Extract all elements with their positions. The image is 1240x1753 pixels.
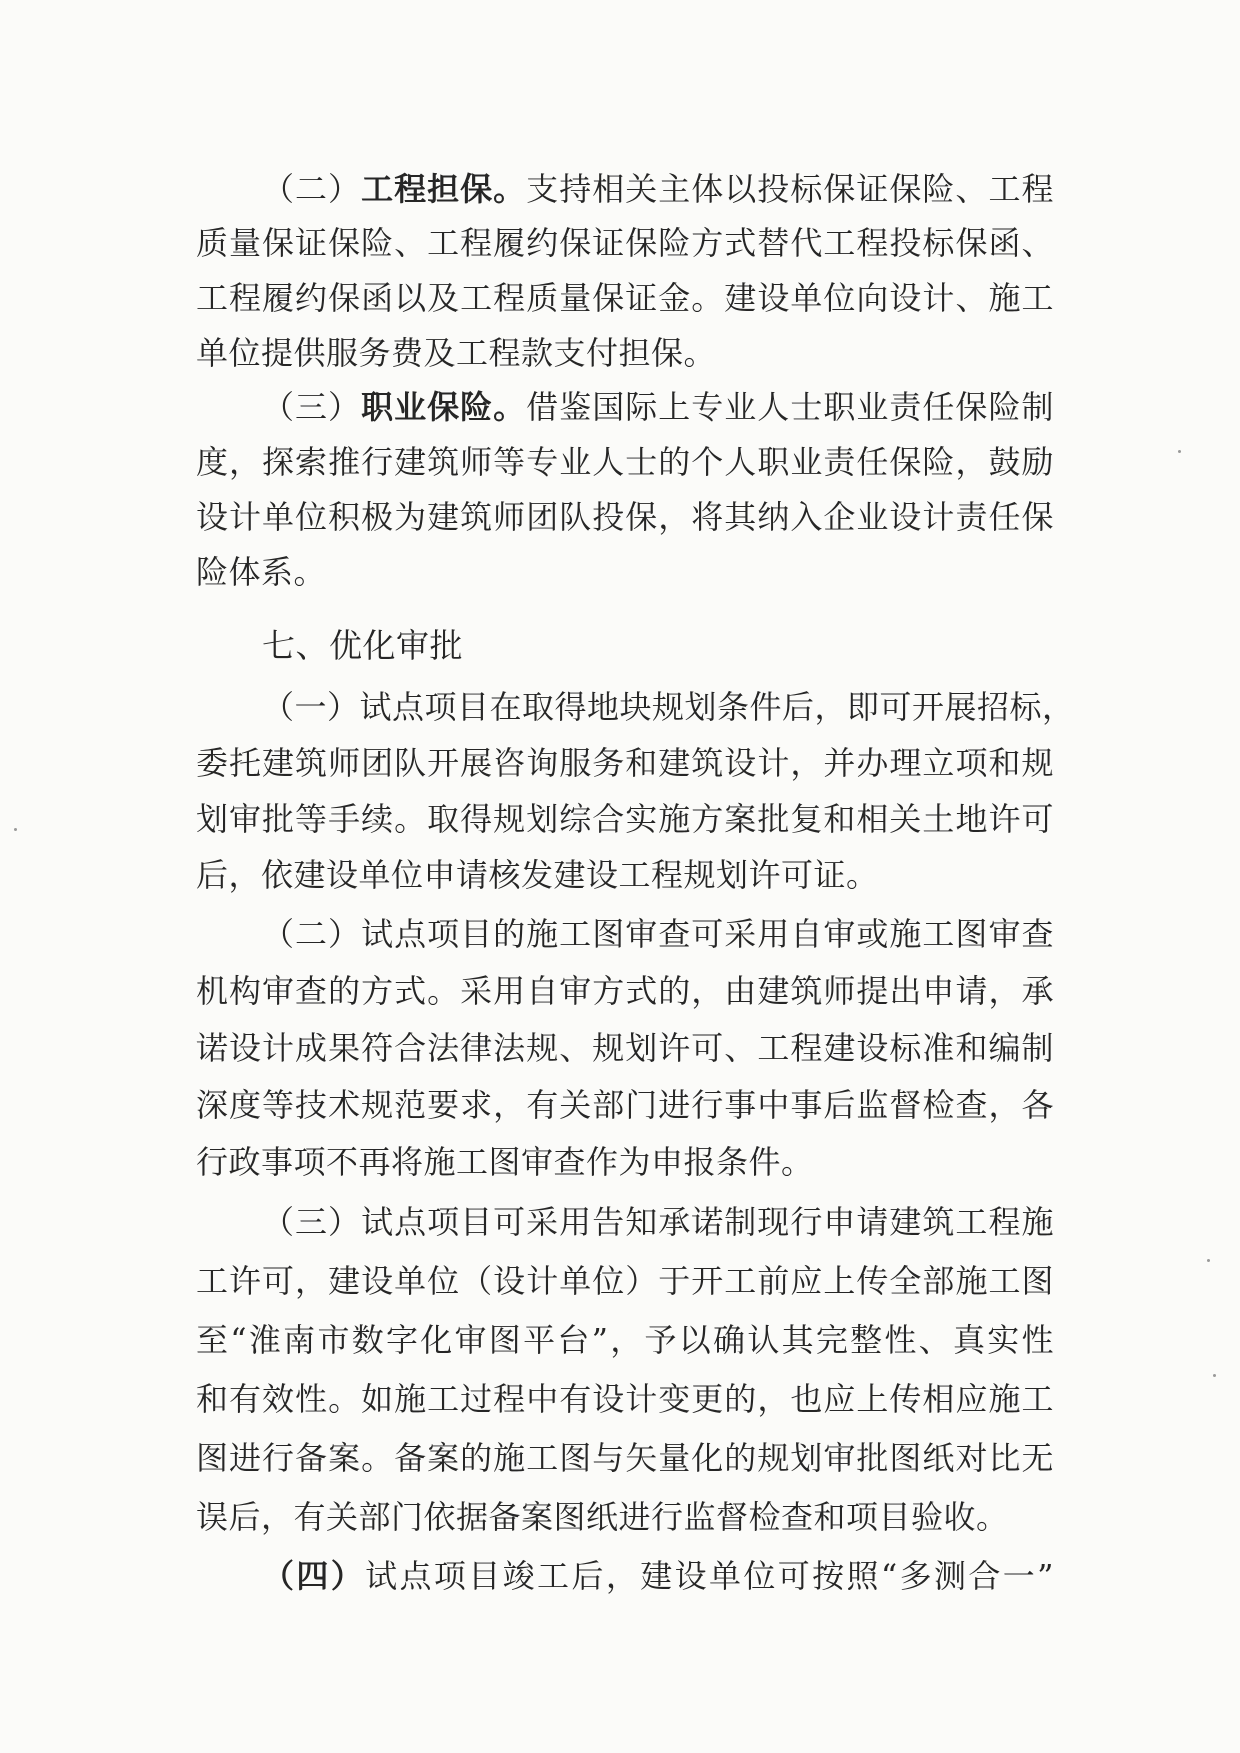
clause-text: 试点项目的施工图审查可采用自审或施工图审查 (361, 915, 1054, 953)
scan-speck (1213, 1374, 1216, 1377)
scan-speck (14, 828, 17, 831)
clause-number: （二） (262, 170, 362, 208)
clause-text: 试点项目在取得地块规划条件后，即可开展招标， (359, 688, 1075, 726)
paragraph-line: 后，依建设单位申请核发建设工程规划许可证。 (196, 856, 879, 894)
paragraph-line: 诺设计成果符合法律法规、规划许可、工程建设标准和编制 (196, 1029, 1054, 1067)
paragraph-line: 险体系。 (196, 553, 327, 591)
paragraph-line: 工程履约保函以及工程质量保证金。建设单位向设计、施工 (196, 279, 1054, 317)
scan-speck (1207, 1259, 1210, 1262)
section-heading: 七、优化审批 (262, 626, 463, 665)
clause-number: （四） (262, 1557, 366, 1595)
paragraph-line: 和有效性。如施工过程中有设计变更的，也应上传相应施工 (196, 1380, 1054, 1418)
clause-number: （三） (262, 1203, 362, 1241)
paragraph-line: 机构审查的方式。采用自审方式的，由建筑师提出申请，承 (196, 972, 1054, 1010)
paragraph-line: 划审批等手续。取得规划综合实施方案批复和相关土地许可 (196, 800, 1054, 838)
clause-title: 工程担保。 (361, 170, 527, 208)
paragraph-line: 度，探索推行建筑师等专业人士的个人职业责任保险，鼓励 (196, 443, 1054, 481)
paragraph-line (262, 166, 1054, 212)
paragraph-line: 设计单位积极为建筑师团队投保，将其纳入企业设计责任保 (196, 498, 1054, 536)
clause-text: 借鉴国际上专业人士职业责任保险制 (526, 388, 1054, 426)
paragraph-line: 误后，有关部门依据备案图纸进行监督检查和项目验收。 (196, 1498, 1009, 1536)
paragraph-line (262, 911, 1054, 957)
paragraph-line: 委托建筑师团队开展咨询服务和建筑设计，并办理立项和规 (196, 744, 1054, 782)
clause-text: 试点项目竣工后，建设单位可按照“多测合一” (365, 1557, 1054, 1595)
paragraph-line: 深度等技术规范要求，有关部门进行事中事后监督检查，各 (196, 1086, 1054, 1124)
paragraph-line (262, 384, 1054, 430)
clause-text: 支持相关主体以投标保证保险、工程 (526, 170, 1054, 208)
clause-number: （二） (262, 915, 362, 953)
clause-number: （三） (262, 388, 362, 426)
clause-number: （一） (262, 688, 360, 726)
scan-speck (1178, 450, 1181, 453)
paragraph-line: 行政事项不再将施工图审查作为申报条件。 (196, 1143, 814, 1181)
clause-title: 职业保险。 (361, 388, 527, 426)
paragraph-line (262, 1553, 1054, 1599)
paragraph-line (262, 684, 1075, 730)
paragraph-line: 至“淮南市数字化审图平台”，予以确认其完整性、真实性 (196, 1321, 1054, 1359)
paragraph-line: 工许可，建设单位（设计单位）于开工前应上传全部施工图 (196, 1262, 1054, 1300)
paragraph-line: 图进行备案。备案的施工图与矢量化的规划审批图纸对比无 (196, 1439, 1054, 1477)
paragraph-line: 质量保证保险、工程履约保证保险方式替代工程投标保函、 (196, 224, 1054, 262)
paragraph-line: 单位提供服务费及工程款支付担保。 (196, 334, 717, 372)
paragraph-line (262, 1199, 1054, 1245)
clause-text: 试点项目可采用告知承诺制现行申请建筑工程施 (361, 1203, 1054, 1241)
